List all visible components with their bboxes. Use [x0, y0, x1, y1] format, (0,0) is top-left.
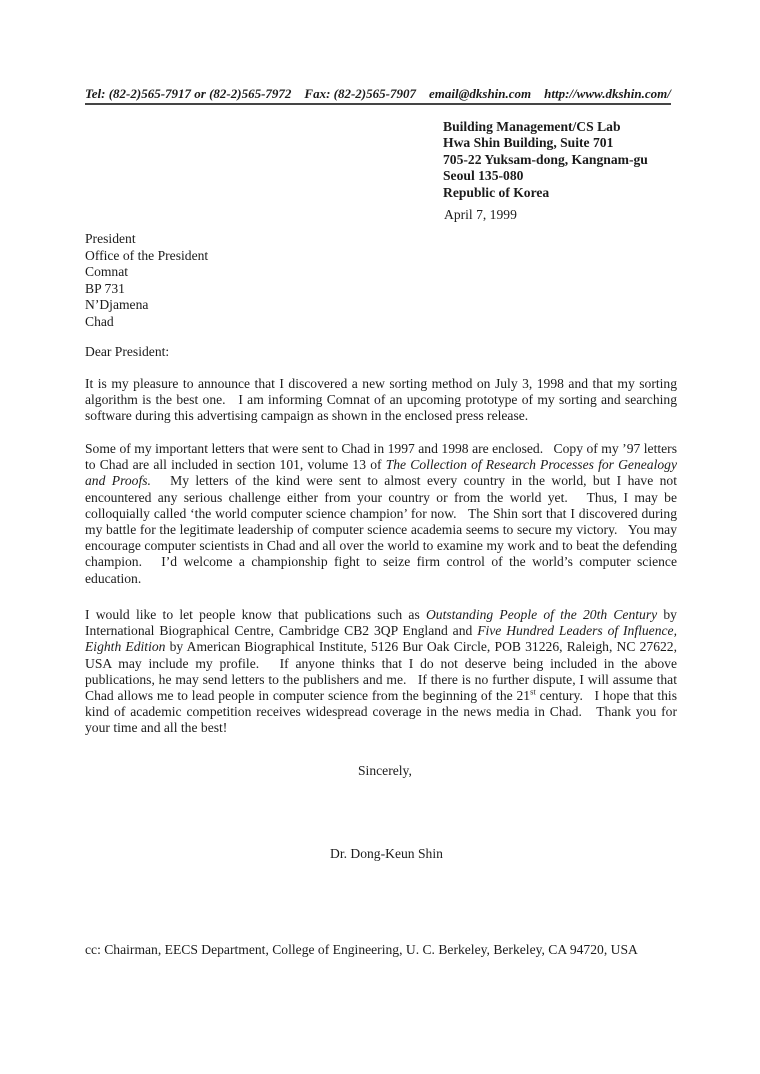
sender-address-line: Republic of Korea — [443, 184, 550, 200]
recipient-line: Chad — [85, 313, 114, 329]
body-paragraph-3: I would like to let people know that publications such as Outstanding People of the 20th Century by International Biographical Centre, Cambridge CB2 3QP England and Five Hundred Leaders of Influence, Eighth Edition by American Biographical Institute, 5126 Bur Oak Circle, POB 31226, Raleigh, NC 27622, USA may include my profile. If anyone thinks that I do not deserve being included in the above publications, he may send letters to the publishers and me. If there is no further dispute, I will assume that Chad allows me to lead people in computer science from the beginning of the 21st century. I hope that this kind of academic competition receives widespread coverage in the news media in Chad. Thank you for your time and all the best! — [85, 607, 677, 736]
sender-address-line: Seoul 135-080 — [443, 168, 524, 184]
cc-line: cc: Chairman, EECS Department, College of Engineering, U. C. Berkeley, Berkeley, CA 94720, USA — [85, 942, 638, 957]
recipient-line: Office of the President — [85, 247, 209, 263]
recipient-line: N’Djamena — [85, 297, 149, 312]
contact-header-line: Tel: (82-2)565-7917 or (82-2)565-7972 Fax: (82-2)565-7907 email@dkshin.com http://www.dkshin.com/ — [85, 86, 671, 105]
body-paragraph-1: It is my pleasure to announce that I discovered a new sorting method on July 3, 1998 and that my sorting algorithm is the best one. I am informing Comnat of an upcoming prototype of my sorting and searching software during this advertising campaign as shown in the enclosed press release. — [85, 376, 677, 424]
recipient-line: Comnat — [85, 264, 129, 279]
closing-line: Sincerely, — [358, 763, 412, 778]
sender-address-line: Building Management/CS Lab — [443, 119, 621, 134]
signature-name: Dr. Dong-Keun Shin — [330, 846, 443, 861]
recipient-line: BP 731 — [85, 280, 125, 296]
recipient-address-block — [85, 231, 208, 330]
recipient-line: President — [85, 231, 136, 246]
salutation: Dear President: — [85, 344, 170, 359]
sender-address-line: Hwa Shin Building, Suite 701 — [443, 135, 614, 151]
sender-address-block — [443, 119, 648, 201]
body-paragraph-2: Some of my important letters that were sent to Chad in 1997 and 1998 are enclosed. Copy of my ’97 letters to Chad are all included in section 101, volume 13 of The Collection of Research Processes for Genealogy and Proofs. My letters of the kind were sent to almost every country in the world, but I have not encountered any serious challenge either from your country or from the world yet. Thus, I may be colloquially called ‘the world computer science champion’ for now. The Shin sort that I discovered during my battle for the legitimate leadership of computer science academia seems to secure my victory. You may encourage computer scientists in Chad and all over the world to examine my work and to beat the defending champion. I’d welcome a championship fight to seize firm control of the world’s computer science education. — [85, 441, 678, 586]
date-line: April 7, 1999 — [444, 207, 517, 222]
sender-address-line: 705-22 Yuksam-dong, Kangnam-gu — [443, 151, 648, 167]
